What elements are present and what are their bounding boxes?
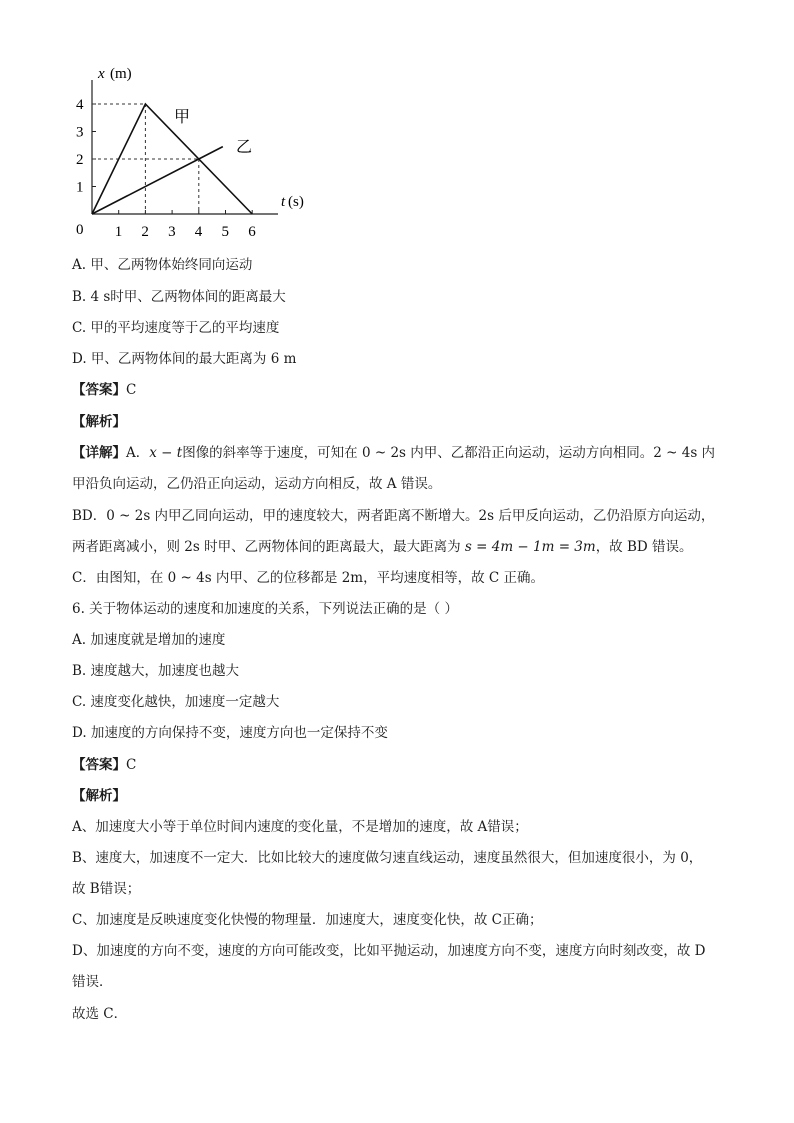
y-tick-label: 1	[76, 179, 84, 196]
q5-option-c: C. 甲的平均速度等于乙的平均速度	[72, 320, 280, 336]
x-axis-label-var: t	[281, 194, 286, 210]
q6-option-b: B. 速度越大，加速度也越大	[72, 663, 240, 679]
q5-analysis-label	[72, 412, 126, 432]
x-tick-label: 4	[194, 224, 203, 240]
line-jia-label: 甲	[174, 109, 191, 126]
y-axis-label-unit: (m)	[110, 66, 132, 82]
q6-analysis-line: 故选 C．	[72, 1006, 128, 1022]
x-tick-label: 3	[168, 224, 176, 240]
answer-value: C	[126, 382, 137, 398]
series-line-yi	[92, 147, 223, 214]
x-tick-label: 6	[248, 224, 256, 240]
x-axis-label-unit: (s)	[288, 194, 304, 210]
q6-analysis-line: 故 B错误；	[72, 881, 141, 897]
detail-a-part1: A．	[126, 445, 150, 461]
y-axis-label-var: x	[98, 66, 105, 82]
q6-analysis-line: 错误．	[72, 974, 113, 990]
analysis-label: 【解析】	[72, 788, 126, 804]
q6-question: 6. 关于物体运动的速度和加速度的关系，下列说法正确的是（ ）	[72, 601, 458, 617]
q6-option-a: A. 加速度就是增加的速度	[72, 632, 226, 648]
q5-option-b: B. 4 s时甲、乙两物体间的距离最大	[72, 289, 286, 305]
analysis-label: 【解析】	[72, 414, 126, 430]
q6-option-c: C. 速度变化越快，加速度一定越大	[72, 694, 280, 710]
q5-detail-a-line1	[72, 443, 715, 463]
detail-bd-expr: s = 4m − 1m = 3m	[464, 539, 596, 555]
y-tick-label: 3	[76, 124, 84, 141]
detail-label: 【详解】	[72, 445, 126, 461]
answer-value: C	[126, 757, 137, 773]
q5-detail-a-line2: 甲沿负向运动，乙仍沿正向运动，运动方向相反，故 A 错误。	[72, 476, 442, 492]
xt-graph	[66, 62, 326, 248]
q6-analysis-line: C、加速度是反映速度变化快慢的物理量．加速度大，速度变化快，故 C正确；	[72, 912, 543, 928]
q5-option-a: A. 甲、乙两物体始终同向运动	[72, 257, 253, 273]
q6-analysis-line: D、加速度的方向不变，速度的方向可能改变，比如平抛运动，加速度方向不变，速度方向时刻改变，故 D	[72, 943, 706, 959]
detail-a-expr: x − t	[149, 445, 183, 461]
y-tick-label: 4	[76, 97, 84, 113]
q5-detail-bd-line2	[72, 537, 693, 557]
detail-bd-part1: 两者距离减小，则 2s 时甲、乙两物体间的距离最大，最大距离为	[72, 539, 461, 555]
q6-analysis-label	[72, 786, 126, 806]
line-yi-label: 乙	[236, 139, 253, 156]
q5-option-d: D. 甲、乙两物体间的最大距离为 6 m	[72, 351, 297, 367]
x-tick-label: 5	[221, 224, 229, 240]
q5-detail-bd-line1: BD．0 ~ 2s 内甲乙同向运动，甲的速度较大，两者距离不断增大。2s 后甲反向运动，乙仍沿原方向运动，	[72, 508, 715, 524]
detail-bd-part2: ，故 BD 错误。	[595, 539, 693, 555]
y-ticks	[76, 97, 96, 196]
q6-analysis-line: A、加速度大小等于单位时间内速度的变化量，不是增加的速度，故 A错误；	[72, 819, 528, 835]
y-tick-label: 2	[76, 152, 84, 168]
detail-a-part2: 图像的斜率等于速度，可知在 0 ~ 2s 内甲、乙都沿正向运动，运动方向相同。2 ~ 4s 内	[182, 445, 716, 461]
q6-option-d: D. 加速度的方向保持不变，速度方向也一定保持不变	[72, 725, 388, 741]
x-tick-label: 1	[114, 224, 123, 240]
q6-answer	[72, 755, 136, 775]
q5-answer	[72, 380, 136, 400]
x-tick-label: 2	[141, 224, 149, 240]
origin-label: 0	[76, 222, 84, 238]
answer-label: 【答案】	[72, 382, 126, 398]
answer-label: 【答案】	[72, 757, 126, 773]
q5-detail-c: C．由图知，在 0 ~ 4s 内甲、乙的位移都是 2m，平均速度相等，故 C 正确。	[72, 570, 545, 586]
q6-analysis-line: B、速度大，加速度不一定大．比如比较大的速度做匀速直线运动，速度虽然很大，但加速度很小，为 0，	[72, 850, 703, 866]
